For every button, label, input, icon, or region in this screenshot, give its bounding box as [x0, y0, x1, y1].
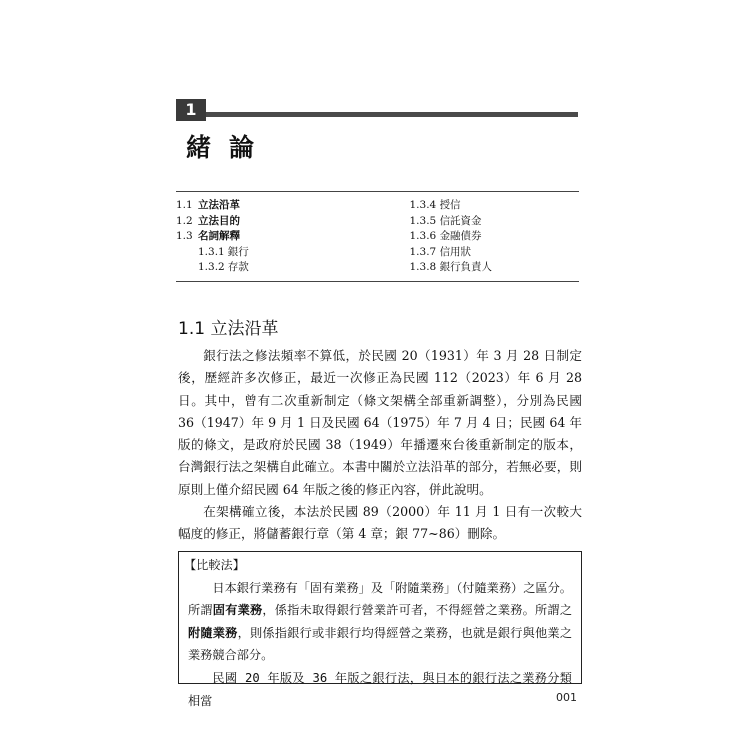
toc-right-column [378, 198, 580, 276]
chapter-title: 緒論 [186, 133, 273, 162]
toc-item: 1.3.6 金融債券 [409, 230, 482, 242]
comparative-law-title: 【比較法】 [184, 558, 245, 572]
comparative-law-paragraph: 民國 20 年版及 36 年版之銀行法，與日本的銀行法之業務分類相當 [188, 670, 572, 708]
toc-item: 1.3.2 存款 [198, 261, 249, 273]
chapter-rule [206, 112, 578, 117]
term-emphasis: 固有業務 [212, 603, 263, 618]
page-number: 001 [556, 691, 577, 704]
toc-item: 1.3.8 銀行負責人 [409, 261, 493, 273]
toc-item: 1.3.7 信用狀 [409, 245, 472, 258]
chapter-contents [176, 191, 579, 282]
toc-item: 1.1 立法沿革 [176, 199, 240, 211]
section-body [178, 345, 582, 546]
section-heading: 1.1 立法沿革 [178, 319, 279, 339]
toc-item: 1.3.1 銀行 [198, 245, 249, 258]
comparative-law-paragraph: 日本銀行業務有「固有業務」及「附隨業務」（付隨業務）之區分。所謂固有業務，係指未取得銀行營業許可者，不得經營之業務。所謂之附隨業務，則係指銀行或非銀行均得經營之業務，也就是銀行與他業之業務競合部分。 [188, 580, 573, 663]
toc-item: 1.2 立法目的 [176, 214, 240, 227]
body-paragraph: 在架構確立後，本法於民國 89（2000）年 11 月 1 日有一次較大幅度的修正，將儲蓄銀行章（第 4 章；銀 77~86）刪除。 [178, 504, 582, 542]
toc-item: 1.3.4 授信 [409, 199, 461, 211]
term-emphasis: 附隨業務 [188, 625, 238, 640]
toc-item: 1.3 名詞解釋 [176, 230, 240, 242]
toc-left-column [176, 198, 378, 276]
body-paragraph: 銀行法之修法頻率不算低，於民國 20（1931）年 3 月 28 日制定後，歷經許多次修正，最近一次修正為民國 112（2023）年 6 月 28 日。其中，曾有二次重新制定（條文架構全部重新調整），分別為民國 36（1947）年 9 月 1 日及民國 64（1975）年 7 月 4 日；民國 64 年版的條文，是政府於民國 38（1949）年播遷來台後重新制定的版本，台灣銀行法之架構自此確立。本書中關於立法沿革的部分，若無必要，則原則上僅介紹民國 64 年版之後的修正內容，併此說明。 [178, 348, 582, 497]
chapter-number-badge: 1 [176, 99, 206, 121]
toc-item: 1.3.5 信託資金 [409, 214, 482, 227]
